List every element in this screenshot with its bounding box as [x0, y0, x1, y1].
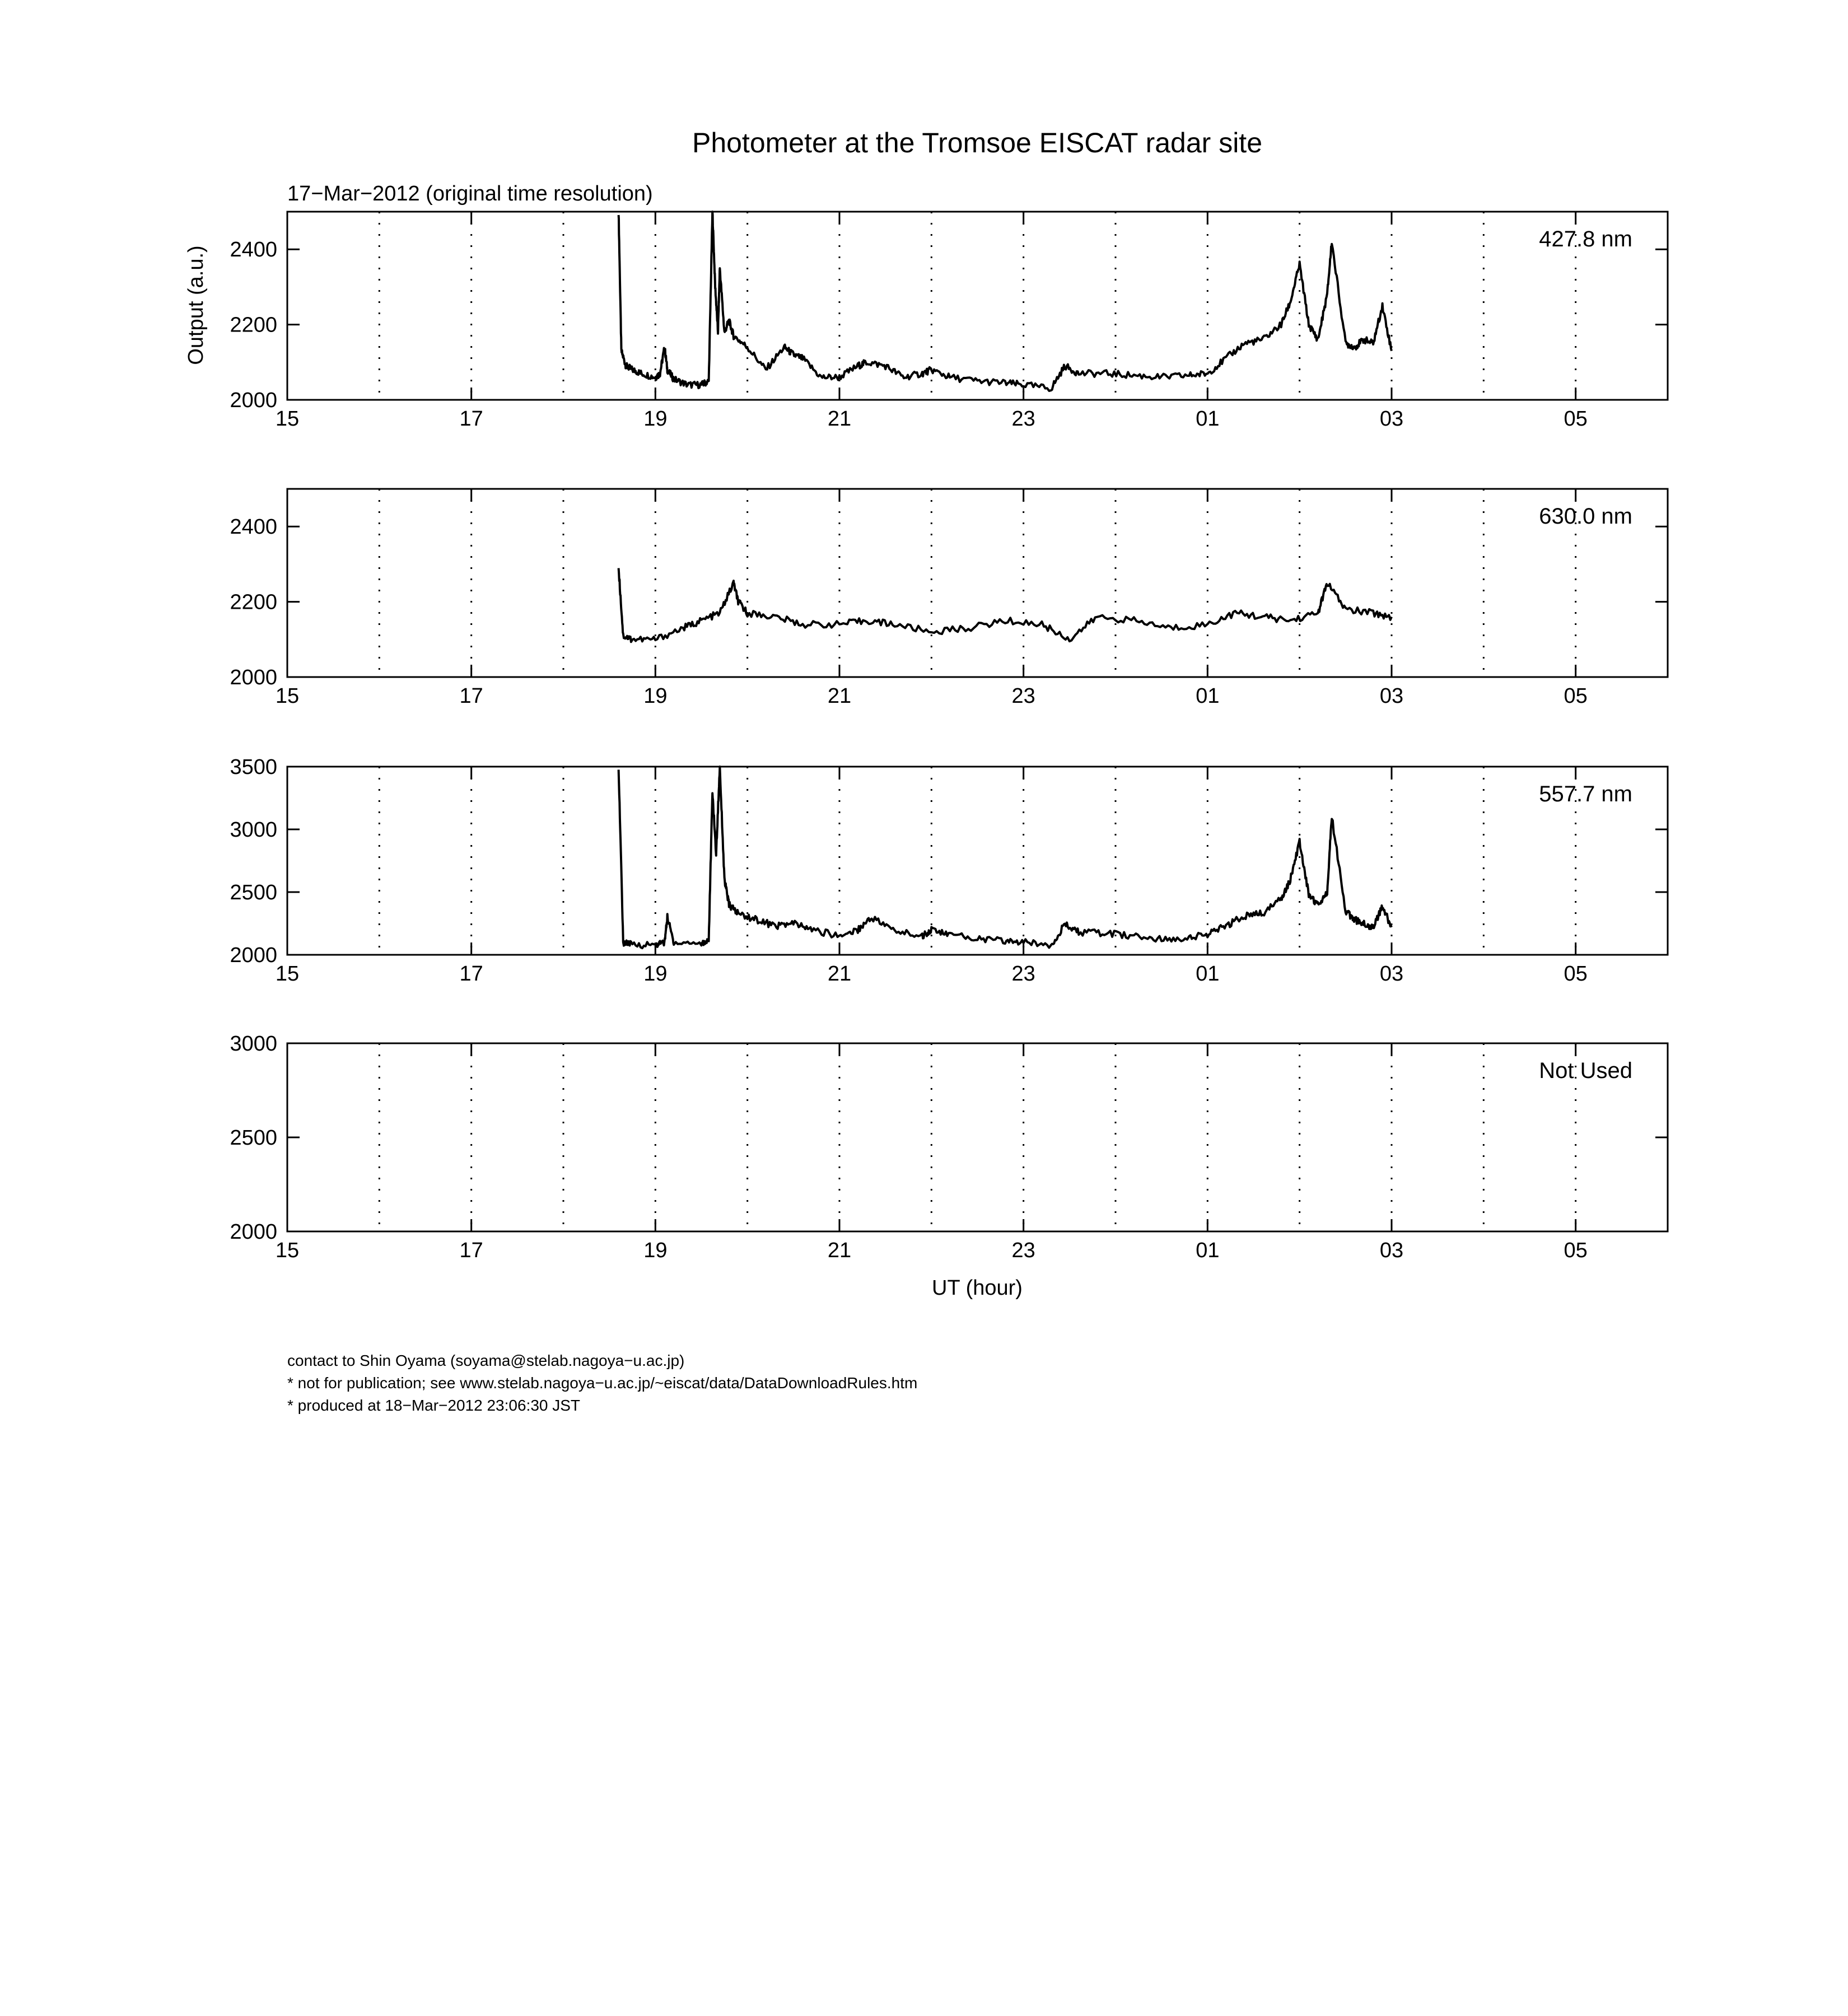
x-tick-label: 03 [1379, 684, 1404, 708]
y-tick-label: 2500 [230, 1126, 277, 1150]
x-tick-label: 15 [275, 962, 300, 986]
axes-frame [287, 489, 1668, 677]
panels-group [230, 212, 1668, 1262]
x-tick-label: 19 [643, 684, 668, 708]
y-tick-label: 2000 [230, 666, 277, 689]
panel-label: 557.7 nm [1539, 782, 1632, 806]
y-tick-label: 2000 [230, 1220, 277, 1244]
x-tick-label: 05 [1564, 407, 1588, 431]
footer-produced-time: * produced at 18−Mar−2012 23:06:30 JST [287, 1397, 581, 1414]
x-tick-label: 19 [643, 407, 668, 431]
x-tick-label: 19 [643, 962, 668, 986]
x-tick-label: 21 [827, 684, 852, 708]
x-tick-label: 05 [1564, 684, 1588, 708]
x-tick-label: 01 [1196, 407, 1220, 431]
x-tick-label: 15 [275, 684, 300, 708]
x-tick-label: 15 [275, 1239, 300, 1262]
x-tick-label: 01 [1196, 1239, 1220, 1262]
y-tick-label: 3500 [230, 755, 277, 779]
figure-subtitle: 17−Mar−2012 (original time resolution) [287, 182, 653, 206]
figure-title: Photometer at the Tromsoe EISCAT radar site [692, 127, 1263, 158]
x-tick-label: 03 [1379, 407, 1404, 431]
y-tick-label: 3000 [230, 1032, 277, 1056]
y-tick-label: 2500 [230, 881, 277, 904]
panel-label: Not Used [1539, 1058, 1632, 1083]
x-tick-label: 03 [1379, 1239, 1404, 1262]
series-line-1 [619, 212, 1392, 391]
series-line-3 [619, 767, 1392, 948]
x-tick-label: 01 [1196, 684, 1220, 708]
x-tick-label: 21 [827, 962, 852, 986]
x-tick-label: 03 [1379, 962, 1404, 986]
panel-3 [230, 755, 1668, 986]
x-tick-label: 15 [275, 407, 300, 431]
panel-label: 427.8 nm [1539, 227, 1632, 251]
panel-4 [230, 1032, 1668, 1262]
axes-frame [287, 1043, 1668, 1231]
x-tick-label: 23 [1011, 962, 1035, 986]
y-tick-label: 2200 [230, 313, 277, 337]
footer-contact: contact to Shin Oyama (soyama@stelab.nagoya−u.ac.jp) [287, 1352, 685, 1369]
x-tick-label: 23 [1011, 684, 1035, 708]
x-tick-label: 17 [459, 1239, 483, 1262]
y-tick-label: 3000 [230, 818, 277, 842]
footer-publication-note: * not for publication; see www.stelab.nagoya−u.ac.jp/~eiscat/data/DataDownloadRules.htm [287, 1374, 918, 1392]
x-tick-label: 21 [827, 1239, 852, 1262]
panel-1 [230, 212, 1668, 431]
y-axis-label: Output (a.u.) [184, 245, 208, 365]
y-tick-label: 2200 [230, 590, 277, 614]
x-tick-label: 23 [1011, 1239, 1035, 1262]
panel-label: 630.0 nm [1539, 504, 1632, 529]
axes-frame [287, 212, 1668, 400]
footer-notes [287, 1350, 917, 1417]
series-line-2 [619, 568, 1392, 642]
x-tick-label: 17 [459, 684, 483, 708]
x-tick-label: 05 [1564, 1239, 1588, 1262]
y-tick-label: 2000 [230, 389, 277, 412]
x-tick-label: 05 [1564, 962, 1588, 986]
axes-frame [287, 767, 1668, 955]
x-tick-label: 17 [459, 962, 483, 986]
x-tick-label: 17 [459, 407, 483, 431]
y-tick-label: 2000 [230, 944, 277, 967]
x-tick-label: 23 [1011, 407, 1035, 431]
x-tick-label: 19 [643, 1239, 668, 1262]
x-tick-label: 01 [1196, 962, 1220, 986]
x-axis-label: UT (hour) [932, 1276, 1023, 1300]
panel-2 [230, 489, 1668, 708]
y-tick-label: 2400 [230, 238, 277, 262]
x-tick-label: 21 [827, 407, 852, 431]
y-tick-label: 2400 [230, 515, 277, 539]
